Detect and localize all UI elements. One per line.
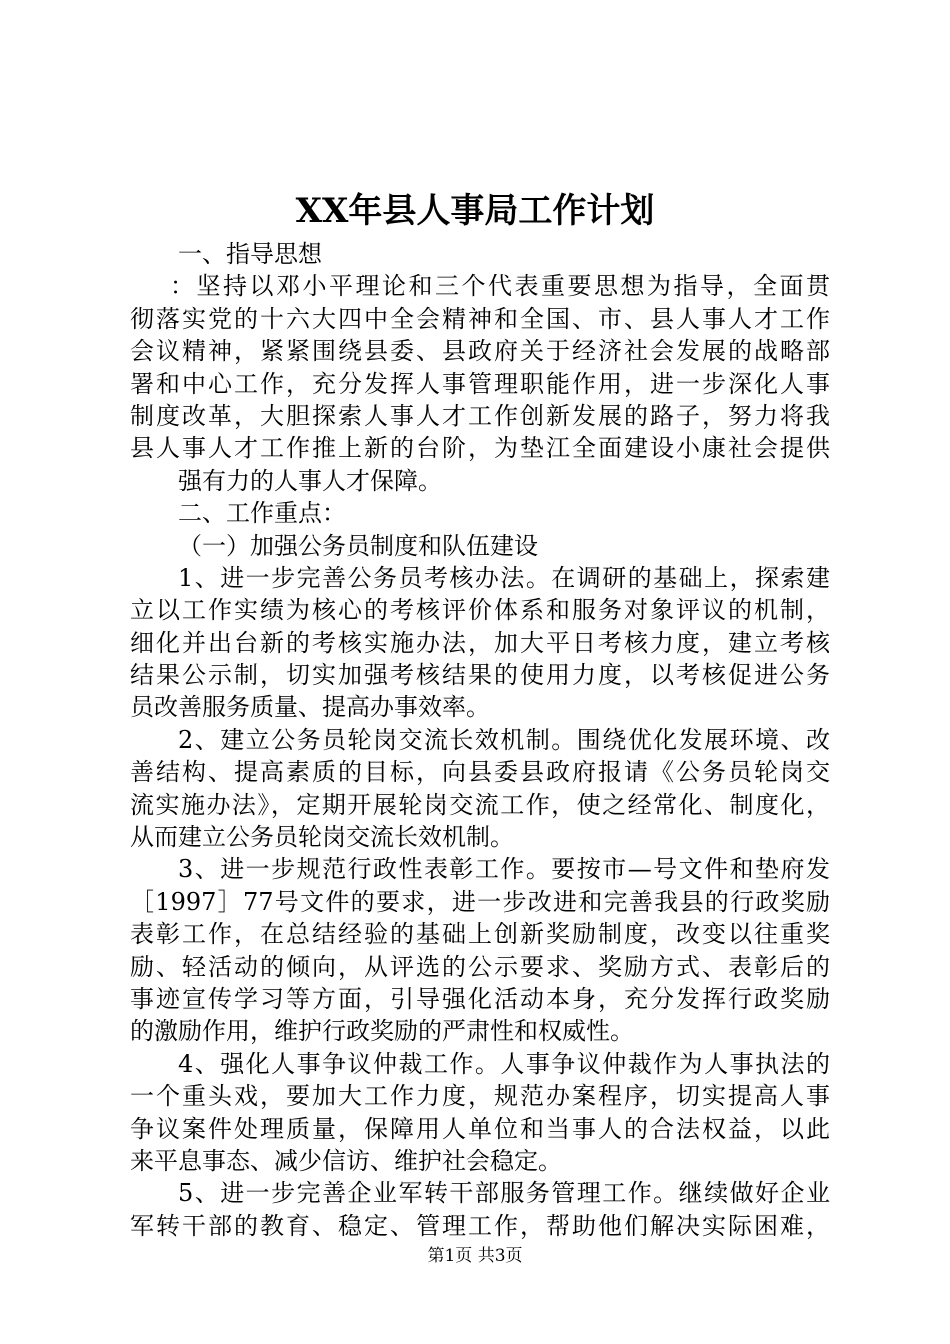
paragraph-line: 从而建立公务员轮岗交流长效机制。: [130, 823, 514, 852]
paragraph-line: 4、强化人事争议仲裁工作。人事争议仲裁作为人事执法的: [178, 1049, 830, 1078]
paragraph-line: 员改善服务质量、提高办事效率。: [130, 693, 490, 722]
paragraph-line: 3、进一步规范行政性表彰工作。要按市—号文件和垫府发: [178, 855, 830, 884]
paragraph-line: 强有力的人事人才保障。: [178, 466, 442, 495]
paragraph-line: 一个重头戏，要加大工作力度，规范办案程序，切实提高人事: [130, 1082, 830, 1111]
paragraph-line: ［1997］77号文件的要求，进一步改进和完善我县的行政奖励: [130, 887, 830, 916]
paragraph-line: 细化并出台新的考核实施办法，加大平日考核力度，建立考核: [130, 628, 830, 657]
paragraph-line: 结果公示制，切实加强考核结果的使用力度，以考核促进公务: [130, 661, 830, 690]
paragraph-line: 善结构、提高素质的目标，向县委县政府报请《公务员轮岗交: [130, 758, 830, 787]
paragraph-line: 事迹宣传学习等方面，引导强化活动本身，充分发挥行政奖励: [130, 984, 830, 1013]
page-number-footer: 第1页 共3页: [427, 1246, 523, 1266]
paragraph-line: 流实施办法》，定期开展轮岗交流工作，使之经常化、制度化，: [130, 790, 830, 819]
paragraph-line: 彻落实党的十六大四中全会精神和全国、市、县人事人才工作: [130, 304, 830, 333]
paragraph-line: 来平息事态、减少信访、维护社会稳定。: [130, 1146, 562, 1175]
heading-guiding-thought: 一、指导思想: [178, 240, 322, 268]
paragraph-line: 争议案件处理质量，保障用人单位和当事人的合法权益，以此: [130, 1114, 830, 1143]
document-title: XX年县人事局工作计划: [295, 191, 655, 231]
paragraph-line: 县人事人才工作推上新的台阶，为垫江全面建设小康社会提供: [130, 434, 830, 463]
paragraph-line: 励、轻活动的倾向，从评选的公示要求、奖励方式、表彰后的: [130, 952, 830, 981]
paragraph-line: 表彰工作，在总结经验的基础上创新奖励制度，改变以往重奖: [130, 920, 830, 949]
paragraph-line: 军转干部的教育、稳定、管理工作，帮助他们解决实际困难，: [130, 1211, 830, 1240]
paragraph-line: 会议精神，紧紧围绕县委、县政府关于经济社会发展的战略部: [130, 337, 830, 366]
paragraph-line: 2、建立公务员轮岗交流长效机制。围绕优化发展环境、改: [178, 725, 830, 754]
paragraph-line: 1、进一步完善公务员考核办法。在调研的基础上，探索建: [178, 563, 830, 592]
paragraph-line: 的激励作用，维护行政奖励的严肃性和权威性。: [130, 1017, 634, 1046]
document-body: [130, 238, 830, 1242]
heading-work-focus: 二、工作重点：: [178, 499, 346, 528]
paragraph-line: 制度改革，大胆探索人事人才工作创新发展的路子，努力将我: [130, 401, 830, 430]
paragraph-line: 立以工作实绩为核心的考核评价体系和服务对象评议的机制，: [130, 596, 830, 625]
paragraph-line: ：坚持以邓小平理论和三个代表重要思想为指导，全面贯: [170, 272, 830, 301]
paragraph-line: 5、进一步完善企业军转干部服务管理工作。继续做好企业: [178, 1179, 830, 1208]
subheading-civil-servant: （一）加强公务员制度和队伍建设: [178, 531, 538, 560]
paragraph-line: 署和中心工作，充分发挥人事管理职能作用，进一步深化人事: [130, 369, 830, 398]
